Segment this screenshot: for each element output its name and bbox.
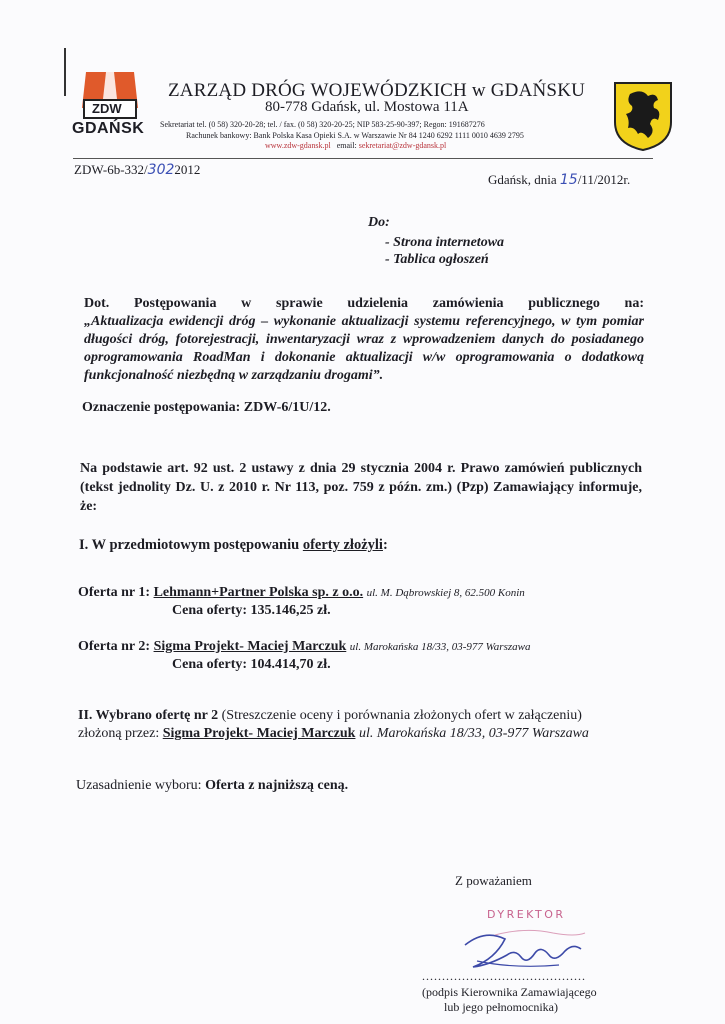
legal-basis: Na podstawie art. 92 ust. 2 ustawy z dnia 29 stycznia 2004 r. Prawo zamówień publicznych (tekst jednolity Dz. U. z 2010 r. Nr 113, poz. 759 z późn. zm.) (Pzp) Zamawiający informuje, że: (80, 461, 642, 514)
offer-company: Sigma Projekt- Maciej Marczuk (153, 639, 347, 654)
reference-number (74, 162, 200, 178)
date-handwritten-day: 15 (559, 172, 578, 188)
reference-handwritten: 302 (147, 162, 175, 178)
procedure-designation: Oznaczenie postępowania: ZDW-6/1U/12. (82, 400, 331, 415)
coat-of-arms (612, 80, 674, 152)
header-divider (73, 158, 653, 159)
organization-address: 80-778 Gdańsk, ul. Mostowa 11A (265, 99, 469, 115)
offer-item (78, 585, 525, 601)
reference-prefix: ZDW-6b-332/ (74, 162, 148, 177)
winner-by-label: złożoną przez: (78, 726, 163, 741)
offer-label: Oferta nr 1: (78, 585, 151, 600)
offer-address: ul. Marokańska 18/33, 03-977 Warszawa (349, 641, 531, 653)
section-2-note: (Streszczenie oceny i porównania złożonych ofert w załączeniu) (218, 708, 582, 723)
section-2-heading (78, 708, 582, 724)
recipient-item: - Strona internetowa (385, 235, 505, 250)
email-link[interactable]: sekretariat@zdw-gdansk.pl (358, 141, 447, 150)
organization-name: ZARZĄD DRÓG WOJEWÓDZKICH w GDAŃSKU (168, 80, 586, 101)
subject-paragraph (84, 295, 644, 385)
section-1-lead: I. W przedmiotowym postępowaniu (79, 537, 303, 553)
section-2-winner (78, 726, 589, 742)
recipient-item: - Tablica ogłoszeń (385, 252, 489, 267)
margin-mark (64, 48, 66, 96)
signature-caption-2: lub jego pełnomocnika) (444, 1000, 558, 1014)
recipients-label: Do: (368, 215, 390, 230)
contact-line-1: Sekretariat tel. (0 58) 320-20-28; tel. / fax. (0 58) 320-20-25; NIP 583-25-90-397; Regon: 191687276 (160, 120, 485, 129)
section-1-underlined: oferty złożyli (302, 537, 383, 553)
logo-text-bottom: GDAŃSK (72, 120, 145, 137)
offer-price: Cena oferty: 135.146,25 zł. (172, 603, 331, 618)
section-1-heading (79, 537, 388, 554)
zdw-logo (72, 70, 148, 146)
web-contact (265, 141, 446, 150)
contact-line-2: Rachunek bankowy: Bank Polska Kasa Opieki S.A. w Warszawie Nr 84 1240 6292 1111 0010 4639 2795 (186, 131, 524, 140)
offer-company: Lehmann+Partner Polska sp. z o.o. (153, 585, 364, 600)
griffin-coat-of-arms-icon (612, 80, 674, 152)
offer-price: Cena oferty: 104.414,70 zł. (172, 657, 331, 672)
subject-lead: Dot. Postępowania w sprawie udzielenia zamówienia publicznego na: (84, 296, 644, 311)
signature-line: ......................................... (422, 969, 586, 983)
justification-value: Oferta z najniższą ceną. (205, 778, 349, 793)
reference-suffix: 2012 (174, 162, 201, 177)
offer-address: ul. M. Dąbrowskiej 8, 62.500 Konin (366, 587, 525, 599)
logo-text-top: ZDW (92, 101, 122, 116)
closing-greeting: Z poważaniem (455, 873, 532, 888)
date-suffix: /11/2012r. (577, 172, 631, 187)
contact-details (160, 119, 524, 141)
document-date (488, 172, 630, 188)
offer-item (78, 639, 530, 655)
justification (76, 778, 348, 794)
section-1-colon: : (382, 537, 388, 553)
justification-label: Uzasadnienie wyboru: (76, 778, 206, 793)
offer-label: Oferta nr 2: (78, 639, 151, 654)
winner-company: Sigma Projekt- Maciej Marczuk (162, 726, 356, 741)
email-label: email: (336, 141, 357, 150)
date-prefix: Gdańsk, dnia (488, 172, 557, 187)
website-link[interactable]: www.zdw-gdansk.pl (265, 141, 331, 150)
director-stamp: DYREKTOR (487, 908, 566, 921)
winner-address: ul. Marokańska 18/33, 03-977 Warszawa (355, 726, 589, 741)
section-2-lead: II. Wybrano ofertę nr 2 (78, 708, 219, 723)
signature-caption-1: (podpis Kierownika Zamawiającego (422, 985, 597, 999)
subject-title: „Aktualizacja ewidencji dróg – wykonanie aktualizacji systemu referencyjnego, w tym pomiar długości dróg, fotorejestracji, inwentaryzacji wraz z wprowadzeniem danych do posiadanego oprogramowania RoadMan i dokonanie aktualizacji w/w oprogramowania o dodatkową funkcjonalność niezbędną w zarządzaniu drogami”. (84, 314, 644, 383)
